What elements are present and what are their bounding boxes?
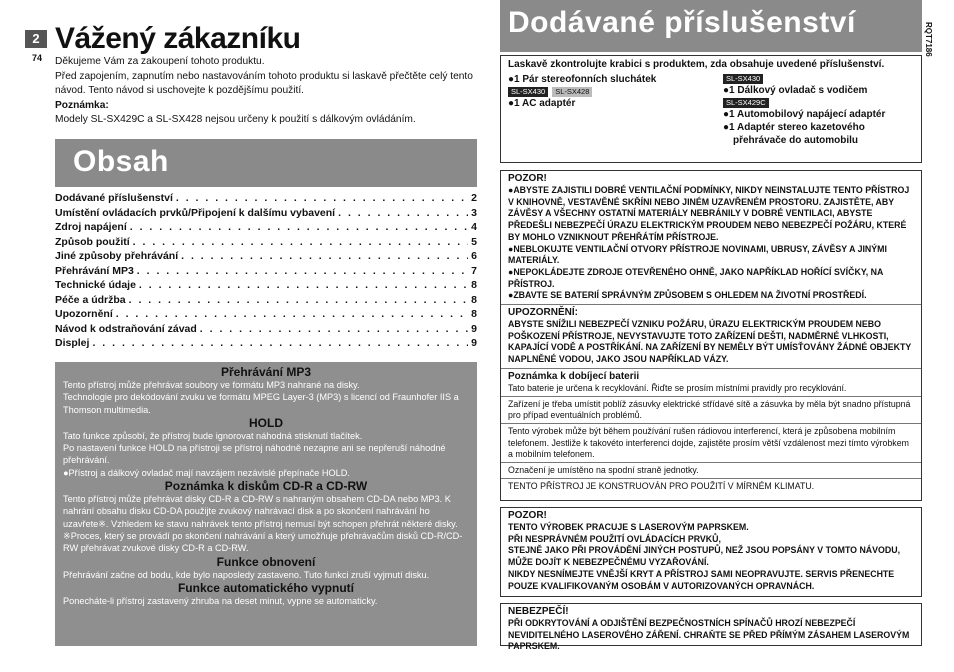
- upozorneni-section: [501, 305, 921, 369]
- accessories-right: [723, 73, 923, 147]
- toc-entry-title: Displej: [55, 337, 90, 349]
- danger-text: PŘI ODKRYTOVÁNÍ A ODJIŠTĚNÍ BEZPEČNOSTNÍCH SPÍNAČŮ HROZÍ NEBEZPEČÍ NEVIDITELNÉHO LASEROVÉHO ZÁŘENÍ. CHRAŇTE SE PŘED PŘÍMÝM ZÁSAHEM LASEROVÝM PAPRSKEM.: [508, 618, 910, 652]
- accessory-ac-adapter: ●1 AC adaptér: [508, 98, 576, 109]
- laser-warning-line: TENTO VÝROBEK PRACUJE S LASEROVÝM PAPRSKEM.: [508, 522, 749, 532]
- toc-leader-dots: [181, 250, 468, 262]
- toc-entry-page: 9: [471, 322, 477, 335]
- laser-warning-line: STEJNĚ JAKO PŘI PROVÁDĚNÍ JINÝCH POSTUPŮ, NEŽ JSOU POPSÁNY V TOMTO NÁVODU, MŮŽE DOJÍT K NEBEZPEČNÉMU VYZAŘOVÁNÍ.: [508, 545, 901, 568]
- toc-leader-dots: [133, 236, 469, 248]
- toc-row: [55, 308, 477, 323]
- pozor-item: ●ABYSTE ZAJISTILI DOBRÉ VENTILAČNÍ PODMÍNKY, NIKDY NEINSTALUJTE TENTO PŘÍSTROJ V KNIHOVNĚ, VESTAVĚNÉ SKŘÍNI NEBO JINÉM UZAVŘENÉM PROSTORU. ZAJISTĚTE, ABY ZÁVĚSY A VŠECHNY OSTATNÍ MATERIÁLY NEBRÁNILY V DOBRÉ VENTILACI, ABYSTE PŘEDEŠLI NEBEZPEČÍ ÚRAZU ELEKTRICKÝM PROUDEM NEBO NEBEZPEČÍ POŽÁRU, KTERÉ BY MOHLO VZNIKNOUT PŘEHŘÁTÍM PŘÍSTROJE.: [508, 185, 910, 242]
- climate-section: [501, 479, 921, 494]
- note-label: Poznámka:: [55, 99, 109, 111]
- toc-entry-page: 9: [471, 337, 477, 349]
- toc-entry-title: Přehrávání MP3: [55, 264, 134, 277]
- hold-text-3: ●Přístroj a dálkový ovladač mají navzájem nezávislé přepínače HOLD.: [63, 467, 350, 478]
- pozor-item: ●NEBLOKUJTE VENTILAČNÍ OTVORY PŘÍSTROJE NOVINAMI, UBRUSY, ZÁVĚSY A JINÝMI MATERIÁLY.: [508, 243, 887, 266]
- accessories-instruction: Laskavě zkontrolujte krabici s produktem, zda obsahuje uvedené příslušenství.: [508, 59, 885, 70]
- mp3-title: Přehrávání MP3: [220, 365, 312, 379]
- toc-entry-title: Technické údaje: [55, 279, 136, 291]
- accessory-headphones: ●1 Pár stereofonních sluchátek: [508, 74, 657, 85]
- toc-entry-page: 3: [471, 206, 477, 219]
- page-title: Vážený zákazníku: [55, 22, 301, 55]
- toc-header: [55, 139, 477, 187]
- toc-entry-title: Jiné způsoby přehrávání: [55, 250, 179, 262]
- intro-line-2: Před zapojením, zapnutím nebo nastavováním tohoto produktu si laskavě přečtěte celý tento návod. Tento návod si uschovejte k pozdějšímu použití.: [55, 70, 473, 96]
- mp3-text: Tento přístroj může přehrávat soubory ve formátu MP3 nahrané na disky.: [63, 380, 360, 390]
- radio-section: [501, 424, 921, 463]
- toc-row: [55, 323, 477, 338]
- document-code: RQT7186: [924, 22, 933, 57]
- toc-row: [55, 250, 477, 265]
- toc-leader-dots: [139, 279, 468, 291]
- accessories-header: [500, 0, 922, 52]
- pozor-section: [501, 171, 921, 305]
- table-of-contents: [55, 192, 477, 352]
- toc-leader-dots: [338, 207, 468, 219]
- warnings-box: [500, 170, 922, 501]
- pozor-title: POZOR!: [508, 173, 547, 184]
- label-section: [501, 463, 921, 479]
- toc-title: Obsah: [73, 145, 169, 178]
- toc-leader-dots: [129, 294, 469, 306]
- toc-row: [55, 236, 477, 251]
- model-tag: SL-SX428: [552, 87, 592, 97]
- toc-entry-title: Způsob použití: [55, 235, 130, 248]
- hold-title: HOLD: [249, 415, 283, 430]
- danger-title: NEBEZPEČÍ!: [508, 606, 569, 617]
- toc-leader-dots: [130, 221, 468, 233]
- upozorneni-title: UPOZORNĚNÍ:: [508, 307, 578, 319]
- toc-entry-page: 2: [471, 192, 477, 204]
- toc-row: [55, 207, 477, 222]
- toc-entry-page: 8: [471, 308, 477, 320]
- page-subnumber: 74: [32, 53, 43, 63]
- accessory-cassette-adapter: ●1 Adaptér stereo kazetového: [723, 122, 865, 133]
- hold-text-2: Po nastavení funkce HOLD na přístroji se přístroj náhodně nezapne ani se nepřeruší náhodné přehrávání.: [63, 443, 446, 466]
- note-text: Modely SL-SX429C a SL-SX428 nejsou určeny k použití s dálkovým ovládáním.: [55, 114, 416, 125]
- accessories-box: [500, 55, 922, 163]
- info-box: [55, 362, 477, 646]
- toc-leader-dots: [176, 192, 468, 204]
- danger-box: [500, 603, 922, 652]
- pozor-item: ●ZBAVTE SE BATERIÍ SPRÁVNÝM ZPŮSOBEM S OHLEDEM NA ŽIVOTNÍ PROSTŘEDÍ.: [508, 290, 867, 301]
- toc-row: [55, 294, 477, 309]
- plug-text: Zařízení je třeba umístit poblíž zásuvky elektrické střídavé sítě a zásuvka by měla být snadno přístupná pro případ eventuálních problémů.: [508, 399, 911, 421]
- battery-section: [501, 369, 921, 397]
- battery-title: Poznámka k dobíjecí baterii: [508, 370, 640, 382]
- toc-row: [55, 337, 477, 352]
- toc-row: [55, 279, 477, 294]
- climate-text: TENTO PŘÍSTROJ JE KONSTRUOVÁN PRO POUŽITÍ V MÍRNÉM KLIMATU.: [508, 481, 815, 492]
- resume-text: Přehrávání začne od bodu, kde bylo naposledy zastaveno. Tuto funkci zruší vyjmutí disku.: [63, 569, 430, 580]
- accessory-car-adapter: ●1 Automobilový napájecí adaptér: [723, 109, 886, 120]
- intro-text: [55, 55, 475, 128]
- laser-warning-line: NIKDY NESNÍMEJTE VNĚJŠÍ KRYT A PŘÍSTROJ SAMI NEOPRAVUJTE. SERVIS PŘENECHTE POUZE KVALIFIKOVANÝM OSOBÁM V AUTORIZOVANÝCH OPRAVNÁCH.: [508, 568, 895, 591]
- intro-line-1: Děkujeme Vám za zakoupení tohoto produktu.: [55, 56, 265, 67]
- toc-entry-title: Upozornění: [55, 308, 113, 320]
- toc-leader-dots: [116, 308, 468, 320]
- toc-row: [55, 192, 477, 207]
- toc-entry-title: Péče a údržba: [55, 293, 126, 306]
- resume-title: Funkce obnovení: [216, 554, 316, 569]
- toc-entry-page: 6: [471, 250, 477, 262]
- model-tag: SL-SX429C: [723, 98, 769, 108]
- model-tag: SL-SX430: [723, 74, 763, 84]
- laser-warning-box: [500, 507, 922, 597]
- accessory-remote: ●1 Dálkový ovladač s vodičem: [723, 85, 868, 96]
- battery-text: Tato baterie je určena k recyklování. Řiďte se prosím místními pravidly pro recyklování.: [508, 382, 847, 393]
- pozor-item: ●NEPOKLÁDEJTE ZDROJE OTEVŘENÉHO OHNĚ, JAKO NAPŘÍKLAD HOŘÍCÍ SVÍČKY, NA PŘÍSTROJ.: [508, 266, 883, 289]
- auto-off-title: Funkce automatického vypnutí: [177, 580, 355, 595]
- accessories-left: [508, 73, 708, 110]
- hold-text: Tato funkce způsobí, že přístroj bude ignorovat náhodná stisknutí tlačítek.: [63, 430, 363, 441]
- toc-leader-dots: [137, 265, 468, 277]
- cd-text-2: ※Proces, který se provádí po skončení nahrávání a který umožňuje přehrávačům disků CD-R/CD-RW přehrávat zvukové disky CD-R a CD-RW.: [63, 530, 463, 554]
- toc-entry-page: 5: [471, 235, 477, 248]
- toc-leader-dots: [200, 323, 468, 335]
- toc-entry-title: Návod k odstraňování závad: [55, 322, 197, 335]
- radio-text: Tento výrobek může být během používání rušen rádiovou interferencí, která je způsobena mobilním telefonem. Jestliže k takovéto interferenci dojde, zajistěte prosím větší vzdálenost mezi tímto výrobkem a mobilním telefonem.: [508, 426, 909, 459]
- toc-entry-page: 8: [471, 279, 477, 291]
- page-number: 2: [25, 30, 47, 48]
- toc-entry-title: Dodávané příslušenství: [55, 192, 173, 204]
- laser-warning-title: POZOR!: [508, 510, 547, 521]
- model-tag: SL-SX430: [508, 87, 548, 97]
- plug-section: [501, 397, 921, 424]
- toc-entry-title: Zdroj napájení: [55, 221, 127, 233]
- label-text: Označení je umístěno na spodní straně jednotky.: [508, 465, 699, 476]
- accessories-title: Dodávané příslušenství: [508, 6, 856, 39]
- cd-text: Tento přístroj může přehrávat disky CD-R a CD-RW s nahraným obsahem CD-DA nebo MP3. K nahrání obsahu disku CD-DA použijte zvukový nahrávací disk a po skončení nahrávání ho uzavřete※. Vzhledem ke stavu nahrávek tento přístroj nemusí být schopen přehrát některé disky.: [63, 494, 458, 529]
- toc-entry-page: 8: [471, 293, 477, 306]
- toc-row: [55, 265, 477, 280]
- toc-entry-page: 7: [471, 264, 477, 277]
- cd-title: Poznámka k diskům CD-R a CD-RW: [164, 479, 368, 494]
- toc-row: [55, 221, 477, 236]
- auto-off-text: Ponecháte-li přístroj zastavený zhruba na deset minut, vypne se automaticky.: [63, 595, 378, 606]
- toc-entry-title: Umístění ovládacích prvků/Připojení k dalšímu vybavení: [55, 206, 336, 219]
- toc-leader-dots: [92, 337, 468, 349]
- mp3-text-2: Technologie pro dekódování zvuku ve formátu MPEG Layer-3 (MP3) s licencí od Fraunhofer IIS a Thomson multimedia.: [63, 392, 459, 415]
- accessory-cassette-adapter-2: přehrávače do automobilu: [733, 135, 859, 146]
- upozorneni-text: ABYSTE SNÍŽILI NEBEZPEČÍ VZNIKU POŽÁRU, ÚRAZU ELEKTRICKÝM PROUDEM NEBO POŠKOZENÍ PŘÍSTROJE, NEVYSTAVUJTE TOTO ZAŘÍZENÍ DEŠTI, NADMĚRNÉ VLHKOSTI, KAPAJÍCÍ VODĚ A POSTŘÍKÁNÍ. NA ZAŘÍZENÍ BY NEMĚLY BÝT UMÍSŤOVÁNY ŽÁDNÉ OBJEKTY NAPLNĚNÉ VODOU, JAKO JSOU NAPŘÍKLAD VÁZY.: [508, 319, 912, 365]
- toc-entry-page: 4: [471, 221, 477, 233]
- laser-warning-line: PŘI NESPRÁVNÉM POUŽITÍ OVLÁDACÍCH PRVKŮ,: [508, 533, 721, 544]
